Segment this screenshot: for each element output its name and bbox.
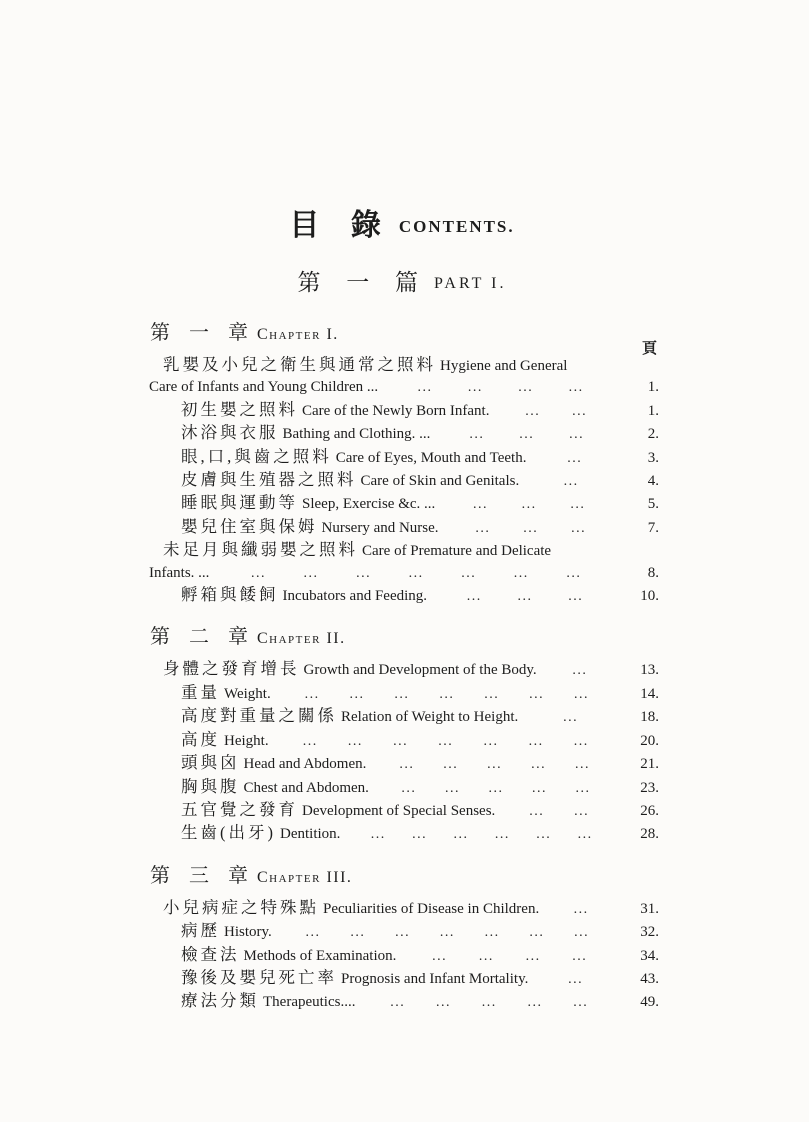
toc-entry	[145, 399, 659, 422]
dot-leaders	[532, 969, 619, 990]
entry-cjk-text: 嬰兒住室與保姆	[181, 516, 318, 536]
leader-dots: ...	[443, 757, 459, 773]
dot-leaders	[543, 899, 619, 920]
toc-entry	[145, 516, 659, 539]
chapter-heading-cjk: 第 一 章	[150, 322, 255, 344]
entry-cjk-text: 生齒(出牙)	[181, 823, 276, 843]
entry-english-text: Relation of Weight to Height.	[341, 709, 519, 726]
leader-dots: ...	[356, 565, 372, 581]
leader-dots: ...	[453, 827, 469, 843]
dot-leaders	[443, 518, 619, 539]
leader-dots: ...	[475, 520, 491, 536]
leader-dots: ...	[304, 686, 320, 702]
leader-dots: ...	[529, 686, 545, 702]
dot-leaders	[276, 922, 619, 943]
leader-dots: ...	[572, 403, 588, 419]
leader-dots: ...	[525, 948, 541, 964]
leader-dots: ...	[531, 780, 547, 796]
leader-dots: ...	[481, 995, 497, 1011]
dot-leaders	[522, 707, 619, 728]
entry-page-number: 28.	[640, 826, 659, 843]
leader-dots: ...	[370, 827, 386, 843]
leader-dots: ...	[444, 780, 460, 796]
entry-page-number: 13.	[640, 662, 659, 679]
toc-entry	[145, 990, 659, 1013]
entry-page-number: 7.	[647, 519, 659, 536]
leader-dots: ...	[529, 925, 545, 941]
toc-entry	[145, 469, 659, 492]
dot-leaders	[530, 448, 619, 469]
entry-page-number: 23.	[640, 779, 659, 796]
chapter-heading	[145, 316, 659, 357]
leader-dots: ...	[568, 589, 584, 605]
leader-dots: ...	[563, 710, 579, 726]
leader-dots: ...	[573, 901, 589, 917]
leader-dots: ...	[573, 995, 589, 1011]
leader-dots: ...	[350, 925, 366, 941]
leader-dots: ...	[569, 427, 585, 443]
chapter-heading-cjk: 第 二 章	[150, 626, 255, 649]
leader-dots: ...	[513, 565, 529, 581]
leader-dots: ...	[469, 427, 485, 443]
dot-leaders	[370, 754, 619, 775]
toc-entry	[145, 897, 659, 920]
toc-content	[145, 200, 659, 1014]
leader-dots: ...	[568, 380, 584, 396]
entry-english-text: Care of Eyes, Mouth and Teeth.	[335, 449, 527, 466]
entry-page-number: 32.	[640, 924, 659, 941]
entry-page-number: 10.	[640, 588, 659, 605]
dot-leaders	[434, 424, 619, 445]
entry-english-text: Incubators and Feeding.	[282, 588, 428, 605]
dot-leaders	[275, 684, 619, 705]
entry-cjk-text: 療法分類	[181, 991, 259, 1011]
leader-dots: ...	[390, 995, 406, 1011]
part-title-cjk: 第 一 篇	[297, 270, 428, 295]
entry-cjk-text: 身體之發育增長	[163, 659, 300, 679]
entry-english-text: History.	[224, 924, 272, 941]
entry-page-number: 4.	[647, 473, 659, 490]
leader-dots: ...	[525, 403, 541, 419]
leader-dots: ...	[574, 803, 590, 819]
leader-dots: ...	[572, 948, 588, 964]
leader-dots: ...	[487, 757, 503, 773]
leader-dots: ...	[575, 757, 590, 773]
dot-leaders	[431, 586, 619, 607]
leader-dots: ...	[349, 686, 365, 702]
entry-cjk-text: 初生嬰之照料	[181, 399, 298, 419]
dot-leaders	[541, 660, 619, 681]
toc-entry	[145, 584, 659, 607]
toc-entry	[145, 944, 659, 967]
leader-dots: ...	[303, 565, 319, 581]
leader-dots: ...	[574, 686, 590, 702]
entry-page-number: 5.	[647, 496, 659, 513]
dot-leaders	[499, 801, 619, 822]
leader-dots: ...	[536, 827, 552, 843]
chapter-heading-cjk: 第 三 章	[150, 864, 255, 887]
leader-dots: ...	[435, 995, 451, 1011]
chapter-heading-english: Chapter III.	[257, 868, 353, 886]
entry-page-number: 31.	[640, 900, 659, 917]
toc-entry	[145, 682, 659, 705]
leader-dots: ...	[305, 925, 321, 941]
entry-page-number: 43.	[640, 970, 659, 987]
toc-entry	[145, 776, 659, 799]
entry-cjk-text: 眼,口,與齒之照料	[181, 446, 332, 466]
chapter-heading-english: Chapter I.	[257, 326, 339, 343]
entry-cjk-text: 病歷	[181, 921, 220, 941]
entry-cjk-text: 豫後及嬰兒死亡率	[181, 967, 337, 987]
entry-page-number: 3.	[647, 449, 659, 466]
leader-dots: ...	[478, 948, 494, 964]
leader-dots: ...	[519, 427, 535, 443]
entry-page-number: 8.	[647, 564, 659, 581]
entry-english-text: Growth and Development of the Body.	[303, 662, 537, 679]
leader-dots: ...	[571, 520, 587, 536]
leader-dots: ...	[568, 971, 584, 987]
part-title-english: PART I.	[433, 275, 507, 292]
entry-page-number: 2.	[647, 426, 659, 443]
leader-dots: ...	[527, 995, 543, 1011]
entry-english-text: Infants. ...	[149, 564, 210, 581]
part-title	[145, 264, 659, 297]
leader-dots: ...	[523, 520, 539, 536]
entry-english-text: Hygiene and General	[440, 358, 568, 374]
chapter-heading-english: Chapter II.	[257, 630, 346, 648]
entry-english-text: Weight.	[224, 685, 271, 702]
entry-page-number: 26.	[640, 802, 659, 819]
leader-dots: ...	[494, 827, 510, 843]
entry-cjk-text: 小兒病症之特殊點	[163, 897, 319, 917]
leader-dots: ...	[439, 686, 455, 702]
entry-page-number: 14.	[640, 685, 659, 702]
entry-cjk-text: 重量	[181, 682, 220, 702]
entry-english-text: Care of Infants and Young Children ...	[149, 379, 379, 396]
toc-entry	[145, 967, 659, 990]
entry-english-text: Therapeutics....	[263, 994, 356, 1011]
entry-english-text: Sleep, Exercise &c. ...	[302, 496, 436, 513]
entry-english-text: Care of Premature and Delicate	[362, 543, 552, 560]
toc-entry	[145, 354, 659, 377]
entry-english-text: Bathing and Clothing. ...	[282, 426, 431, 443]
entry-cjk-text: 高度	[181, 729, 220, 749]
toc-entry	[145, 539, 659, 562]
dot-leaders	[382, 377, 619, 398]
entry-cjk-text: 頭與囟	[181, 753, 240, 773]
entry-cjk-text: 孵箱與餧飼	[181, 585, 279, 605]
entry-page-number: 34.	[640, 947, 659, 964]
entry-english-text: Nursery and Nurse.	[321, 519, 439, 536]
dot-leaders	[344, 824, 619, 845]
leader-dots: ...	[395, 925, 411, 941]
chapter-heading	[145, 859, 659, 888]
toc-entry	[145, 492, 659, 515]
chapter-heading	[145, 620, 659, 649]
leader-dots: ...	[570, 497, 586, 513]
entry-cjk-text: 檢查法	[181, 944, 240, 964]
leader-dots: ...	[488, 780, 504, 796]
leader-dots: ...	[531, 757, 547, 773]
leader-dots: ...	[467, 380, 483, 396]
leader-dots: ...	[521, 497, 537, 513]
dot-leaders	[400, 946, 619, 967]
entry-cjk-text: 五官覺之發育	[181, 799, 298, 819]
dot-leaders	[523, 471, 619, 492]
toc-entry	[145, 377, 659, 398]
leader-dots: ...	[438, 733, 454, 749]
leader-dots: ...	[573, 733, 589, 749]
entry-cjk-text: 胸與腹	[181, 776, 240, 796]
leader-dots: ...	[567, 450, 583, 466]
entry-page-number: 21.	[640, 756, 659, 773]
leader-dots: ...	[472, 497, 488, 513]
entry-page-number: 1.	[647, 379, 659, 396]
dot-leaders	[273, 731, 619, 752]
entry-cjk-text: 未足月與纖弱嬰之照料	[163, 540, 358, 560]
entry-english-text: Peculiarities of Disease in Children.	[323, 900, 540, 917]
page-column-label: 頁	[641, 341, 657, 357]
entry-english-text: Height.	[224, 732, 269, 749]
entry-english-text: Methods of Examination.	[243, 947, 397, 964]
toc-title-english: CONTENTS.	[398, 217, 515, 236]
dot-leaders	[493, 401, 619, 422]
leader-dots: ...	[566, 565, 582, 581]
entry-english-text: Prognosis and Infant Mortality.	[341, 970, 529, 987]
entry-cjk-text: 沐浴與衣服	[181, 423, 279, 443]
toc-entry	[145, 422, 659, 445]
leader-dots: ...	[529, 803, 545, 819]
toc-entry	[145, 822, 659, 845]
leader-dots: ...	[484, 925, 500, 941]
entry-cjk-text: 睡眠與運動等	[181, 493, 298, 513]
entry-page-number: 49.	[640, 994, 659, 1011]
entry-cjk-text: 乳嬰及小兒之衛生與通常之照料	[163, 355, 436, 374]
entry-cjk-text: 皮膚與生殖器之照料	[181, 470, 357, 490]
toc-entry	[145, 729, 659, 752]
entry-english-text: Chest and Abdomen.	[243, 779, 369, 796]
leader-dots: ...	[574, 925, 590, 941]
toc-entry	[145, 446, 659, 469]
leader-dots: ...	[399, 757, 415, 773]
entry-cjk-text: 高度對重量之關係	[181, 706, 337, 726]
toc-entry	[145, 705, 659, 728]
toc-entry	[145, 658, 659, 681]
toc-title-cjk: 目 錄	[289, 209, 393, 242]
toc-entry	[145, 920, 659, 943]
leader-dots: ...	[517, 589, 533, 605]
toc-entry	[145, 799, 659, 822]
dot-leaders	[359, 992, 619, 1013]
leader-dots: ...	[439, 925, 455, 941]
leader-dots: ...	[408, 565, 424, 581]
leader-dots: ...	[412, 827, 428, 843]
leader-dots: ...	[347, 733, 363, 749]
entry-page-number: 20.	[640, 732, 659, 749]
toc-entry	[145, 563, 659, 584]
toc-body	[145, 316, 659, 1014]
leader-dots: ...	[461, 565, 477, 581]
entry-page-number: 18.	[640, 709, 659, 726]
leader-dots: ...	[528, 733, 544, 749]
leader-dots: ...	[401, 780, 417, 796]
leader-dots: ...	[484, 686, 500, 702]
entry-english-text: Care of Skin and Genitals.	[360, 473, 520, 490]
leader-dots: ...	[417, 380, 433, 396]
leader-dots: ...	[394, 686, 410, 702]
entry-page-number: 1.	[647, 402, 659, 419]
entry-english-text: Care of the Newly Born Infant.	[302, 402, 490, 419]
entry-english-text: Development of Special Senses.	[302, 802, 496, 819]
dot-leaders	[373, 778, 619, 799]
leader-dots: ...	[483, 733, 499, 749]
toc-entry	[145, 752, 659, 775]
entry-english-text: Head and Abdomen.	[243, 756, 367, 773]
leader-dots: ...	[563, 474, 579, 490]
dot-leaders	[439, 494, 619, 515]
leader-dots: ...	[250, 565, 266, 581]
entry-english-text: Dentition.	[280, 826, 341, 843]
leader-dots: ...	[393, 733, 409, 749]
leader-dots: ...	[466, 589, 482, 605]
toc-title	[145, 200, 659, 244]
leader-dots: ...	[575, 780, 591, 796]
leader-dots: ...	[518, 380, 534, 396]
leader-dots: ...	[577, 827, 593, 843]
leader-dots: ...	[302, 733, 318, 749]
dot-leaders	[213, 563, 619, 584]
leader-dots: ...	[432, 948, 448, 964]
leader-dots: ...	[572, 663, 588, 679]
